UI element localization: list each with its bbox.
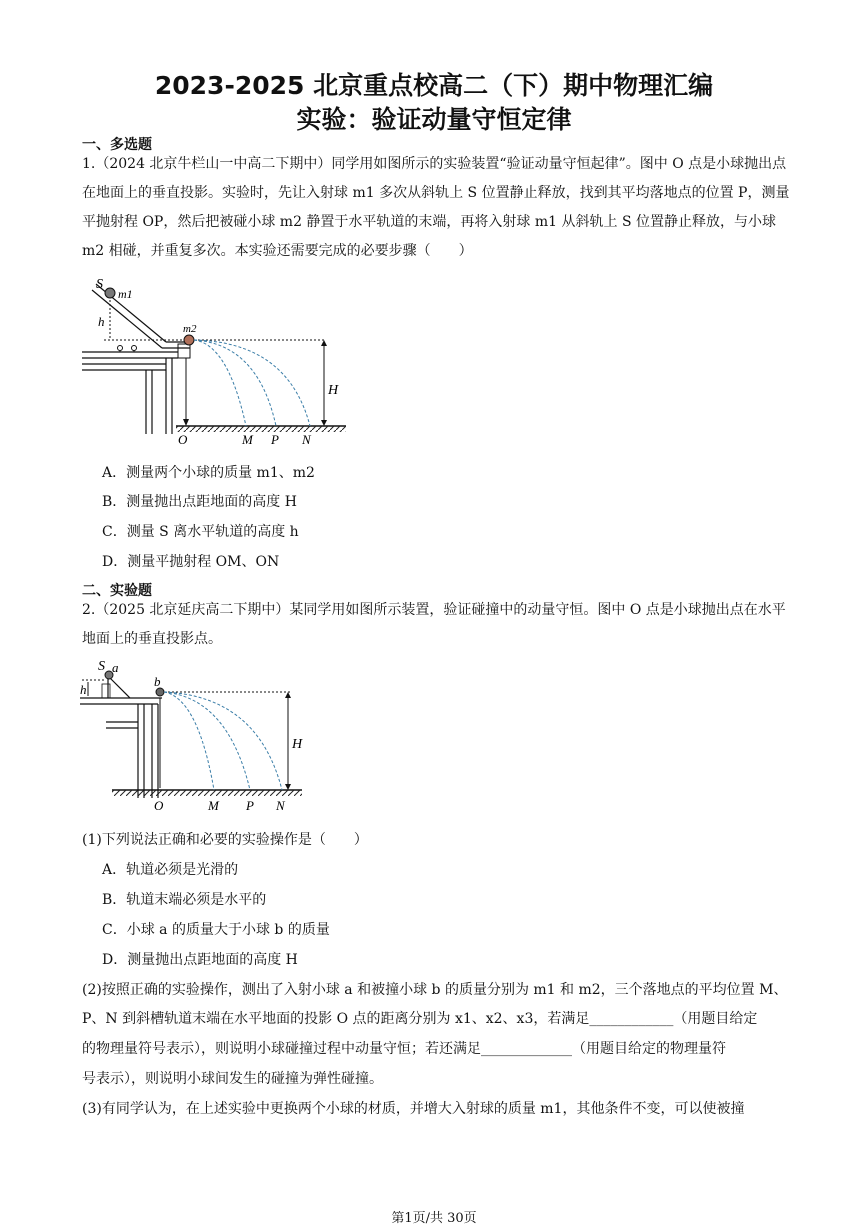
q2-option-c: C．小球 a 的质量大于小球 b 的质量: [102, 922, 330, 938]
q1-option-b: B．测量抛出点距地面的高度 H: [102, 494, 297, 510]
svg-text:a: a: [112, 660, 119, 675]
q2-subquestion-2-line-4: 号表示），则说明小球间发生的碰撞为弹性碰撞。: [82, 1071, 383, 1087]
svg-text:h: h: [98, 314, 105, 329]
ground-hatch: [176, 426, 346, 432]
q2-option-b: B．轨道末端必须是水平的: [102, 892, 267, 908]
svg-text:H: H: [328, 383, 339, 398]
svg-text:N: N: [276, 798, 285, 813]
q2-subquestion-2-line-2: P、N 到斜槽轨道末端在水平地面的投影 O 点的距离分别为 x1、x2、x3，若满足____________（用题目给定: [82, 1011, 758, 1027]
question-2-apparatus-figure: [78, 658, 318, 818]
q2-option-d: D．测量抛出点距地面的高度 H: [102, 952, 298, 968]
question-1-apparatus-figure: [78, 274, 358, 446]
svg-text:S: S: [96, 277, 103, 292]
q2-subquestion-2-line-3: 的物理量符号表示），则说明小球碰撞过程中动量守恒；若还满足_____________（用题目给定的物理量符: [82, 1041, 726, 1057]
svg-text:h: h: [80, 682, 87, 697]
svg-text:m2: m2: [183, 323, 197, 335]
svg-text:O: O: [178, 432, 188, 446]
question-2-intro: 2.（2025 北京延庆高二下期中）某同学用如图所示装置，验证碰撞中的动量守恒。图中 O 点是小球抛出点在水平地面上的垂直投影点。: [82, 602, 786, 647]
page-footer: 第1页/共 30页: [391, 1211, 477, 1226]
section-heading-multiple-choice: 一、多选题: [82, 137, 152, 153]
svg-text:P: P: [271, 432, 279, 446]
svg-text:M: M: [208, 798, 219, 813]
q2-option-a: A．轨道必须是光滑的: [102, 862, 239, 878]
svg-text:M: M: [242, 432, 253, 446]
q1-option-d: D．测量平抛射程 OM、ON: [102, 554, 280, 570]
q1-option-c: C．测量 S 离水平轨道的高度 h: [102, 524, 299, 540]
svg-text:H: H: [292, 737, 303, 752]
svg-text:N: N: [302, 432, 311, 446]
svg-text:b: b: [154, 674, 161, 689]
q2-subquestion-1: (1)下列说法正确和必要的实验操作是（ ）: [82, 832, 368, 848]
svg-text:O: O: [154, 798, 164, 813]
svg-text:S: S: [98, 659, 105, 674]
ball-m1: [105, 288, 115, 298]
section-heading-experiment: 二、实验题: [82, 583, 152, 599]
document-subtitle: 实验：验证动量守恒定律: [296, 105, 572, 134]
ball-b: [156, 688, 164, 696]
q1-option-a: A．测量两个小球的质量 m1、m2: [102, 465, 315, 481]
ball-m2: [184, 335, 194, 345]
question-1-text: 1.（2024 北京牛栏山一中高二下期中）同学用如图所示的实验装置“验证动量守恒起律”。图中 O 点是小球抛出点在地面上的垂直投影。实验时，先让入射球 m1 多次从斜轨上 S 位置静止释放，找到其平均落地点的位置 P，测量平抛射程 OP，然后把被碰小球 m2 静置于水平轨道的末端，再将入射球 m1 从斜轨上 S 位置静止释放，与小球 m2 相碰，并重复多次。本实验还需要完成的必要步骤（ ）: [82, 156, 790, 259]
svg-text:m1: m1: [118, 287, 133, 301]
q2-subquestion-3: (3)有同学认为，在上述实验中更换两个小球的材质，并增大入射球的质量 m1，其他条件不变，可以使被撞: [82, 1101, 745, 1117]
document-title: 2023-2025 北京重点校高二（下）期中物理汇编: [154, 71, 714, 100]
svg-text:P: P: [246, 798, 254, 813]
q2-subquestion-2-line-1: (2)按照正确的实验操作，测出了入射小球 a 和被撞小球 b 的质量分别为 m1 和 m2，三个落地点的平均位置 M、: [82, 982, 788, 998]
